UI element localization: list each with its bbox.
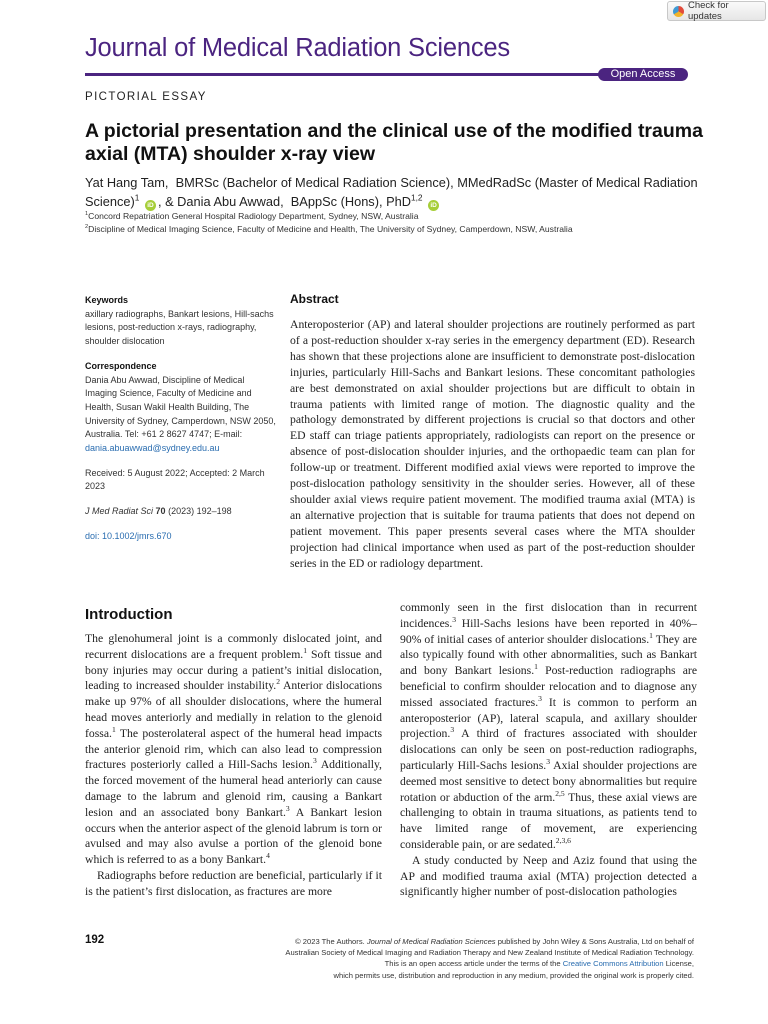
author-1-affiliation: 1 [134, 192, 140, 203]
keywords-heading: Keywords [85, 295, 129, 305]
cc-license-link[interactable]: Creative Commons Attribution [562, 959, 664, 969]
citation-ref[interactable]: 3 [452, 614, 457, 624]
orcid-icon[interactable]: iD [145, 200, 156, 211]
citation-ref[interactable]: 4 [266, 851, 270, 861]
doi-link[interactable]: doi: 10.1002/jmrs.670 [85, 530, 172, 541]
paragraph: The glenohumeral joint is a commonly dislocated joint, and recurrent dislocations are a frequent problem.$^1$ Soft tissue and bony injuries may occur during a patient’s initial dislocation, leading to increased shoulder instability.$^2$ Anterior dislocations make up 97% of all shoulder dislocations, where the humeral head moves anteriorly and medially in relation to the glenoid fossa.$^1$ The posterolateral aspect of the humeral head impacts the anterior glenoid rim, which can also lead to compression fractures posteriorly called a Hill-Sachs lesion.$^3$ Additionally, the forced movement of the humeral head anteriorly can cause damage to the labrum and glenoid rim, causing a Bankart lesion and an associated bony Bankart.$^3$ A Bankart lesion occurs when the anterior aspect of the glenoid labrum is torn or avulsed and may also avulse a portion of the glenoid bone which is referred to as a bony Bankart.$^4$ [85, 632, 382, 867]
body-column-left [85, 631, 382, 900]
license-footer: © 2023 The Authors. Journal of Medical Radiation Sciences published by John Wiley & Sons Australia, Ltd on behalf of Australian Society of Medical Imaging and Radiation Therapy and New Zealand Institute of Medical Radiation Technology. This is an open access article under the terms of the Creative Commons Attribution License, which permits use, distribution and reproduction in any medium, provided the original work is properly cited. [285, 937, 694, 980]
introduction-heading: Introduction [85, 606, 173, 623]
article-type: PICTORIAL ESSAY [85, 91, 207, 103]
citation-ref[interactable]: 1 [111, 724, 116, 734]
orcid-icon[interactable]: iD [428, 200, 439, 211]
citation-ref[interactable]: 3 [312, 756, 317, 766]
abstract [290, 292, 695, 572]
citation-ref[interactable]: 1 [534, 662, 538, 672]
page-number: 192 [85, 934, 105, 946]
paragraph: A study conducted by Neep and Aziz found that using the AP and modified trauma axial (MTA) projection detected a significantly higher number of post-dislocation pathologies [400, 853, 697, 899]
citation-ref[interactable]: 3 [546, 757, 550, 767]
author-list [85, 173, 725, 211]
citation-ref[interactable]: 1 [649, 630, 653, 640]
journal-title: Journal of Medical Radiation Sciences [85, 34, 510, 62]
crossmark-icon [673, 6, 684, 17]
author-2: , & Dania Abu Awwad, BAppSc (Hons), PhD [157, 194, 411, 209]
citation-ref[interactable]: 3 [285, 803, 290, 813]
citation-ref[interactable]: 3 [538, 693, 542, 703]
citation-ref[interactable]: 1 [303, 645, 308, 655]
body-column-right [400, 600, 697, 900]
received-accepted-dates: Received: 5 August 2022; Accepted: 2 March 2023 [85, 467, 265, 492]
check-for-updates-button[interactable] [667, 1, 766, 21]
citation: J Med Radiat Sci 70 (2023) 192–198 [85, 506, 232, 517]
affiliation: $^1$Concord Repatriation General Hospital Radiology Department, Sydney, NSW, Australia [85, 211, 419, 221]
author-2-affiliation: 1,2 [410, 192, 423, 203]
citation-ref[interactable]: 2,5 [555, 788, 565, 798]
title-divider [85, 73, 683, 76]
citation-ref[interactable]: 3 [450, 725, 455, 735]
article-info-sidebar [85, 294, 277, 555]
affiliation: $^2$Discipline of Medical Imaging Science, Faculty of Medicine and Health, The University of Sydney, Camperdown, NSW, Australia [85, 224, 573, 234]
abstract-text: Anteroposterior (AP) and lateral shoulder projections are routinely performed as part of a post-reduction shoulder x-ray series in the emergency department (ED). Research has shown that these projections alone are insufficient to demonstrate post-dislocation injuries, particularly Hill-Sachs and Bankart lesions. These concomitant pathologies are best demonstrated on axial shoulder projections but are difficult to obtain in trauma patients with limited range of motion. The diagnostic quality and the pathology demonstrated by different projections is crucial so that doctors and other ED staff can triage patients appropriately, radiologists can report on the presence or absence of post-dislocation shoulder injuries, and the orthopaedic team can plan for follow-up or treatment. Different modified axial views were reported to improve the post-dislocation pathology sensitivity in the shoulder series. However, all of these shoulder axial views require patient movement. The modified trauma axial (MTA) is an alternative projection that is suitable for trauma patients that does not depend on patient movement. This paper presents several cases where the MTA shoulder projection had clinical importance when used as part of the post-reduction shoulder series in the ED or radiology department. [290, 318, 695, 570]
article-title: A pictorial presentation and the clinical use of the modified trauma axial (MTA) shoulder x-ray view [85, 120, 703, 165]
affiliations [85, 210, 725, 236]
email-link[interactable]: dania.abuawwad@sydney.edu.au [85, 443, 220, 454]
check-for-updates-label: Check for updates [687, 0, 729, 22]
correspondence-text: Dania Abu Awwad, Discipline of Medical Imaging Science, Faculty of Medicine and Health, Susan Wakil Health Building, The University of Sydney, Camperdown, NSW 2050, Australia. Tel: +61 2 8627 4747; E-mail: dania.abuawwad@sydney.edu.au [85, 374, 276, 454]
paragraph: commonly seen in the first dislocation than in recurrent incidences.$^3$ Hill-Sachs lesions have been reported in 40%–90% of initial cases of anterior shoulder dislocations.$^1$ They are also typically found with other abnormalities, such as Bankart and bony Bankart lesions.$^1$ Post-reduction radiographs are beneficial to confirm shoulder relocation and to diagnose any missed associated fractures.$^3$ It is common to perform an anteroposterior (AP), lateral scapula, and axillary shoulder projection.$^3$ A third of fractures associated with shoulder dislocations can only be seen on post-reduction radiographs, particularly Hill-Sachs lesions.$^3$ Axial shoulder projections are deemed most sensitive to detect bony abnormalities but require rotation or abduction of the arm.$^{2,5}$ Thus, these axial views are challenging to obtain in trauma situations, as patients tend to have limited range of movement, are experiencing considerable pain, or are sedated.$^{2,3,6}$ [400, 601, 698, 851]
correspondence-heading: Correspondence [85, 360, 157, 371]
citation-ref[interactable]: 2,3,6 [555, 836, 571, 846]
abstract-heading: Abstract [290, 292, 339, 306]
paragraph: Radiographs before reduction are beneficial, particularly if it is the patient’s first dislocation, as fractures are more [85, 868, 382, 898]
keywords: axillary radiographs, Bankart lesions, Hill-sachs lesions, post-reduction x-rays, radiography, shoulder dislocation [85, 308, 274, 347]
open-access-badge: Open Access [598, 68, 688, 81]
author-1: Yat Hang Tam, BMRSc (Bachelor of Medical Radiation Science), MMedRadSc (Master of Medical Radiation Science) [85, 175, 698, 209]
citation-ref[interactable]: 2 [276, 677, 280, 687]
